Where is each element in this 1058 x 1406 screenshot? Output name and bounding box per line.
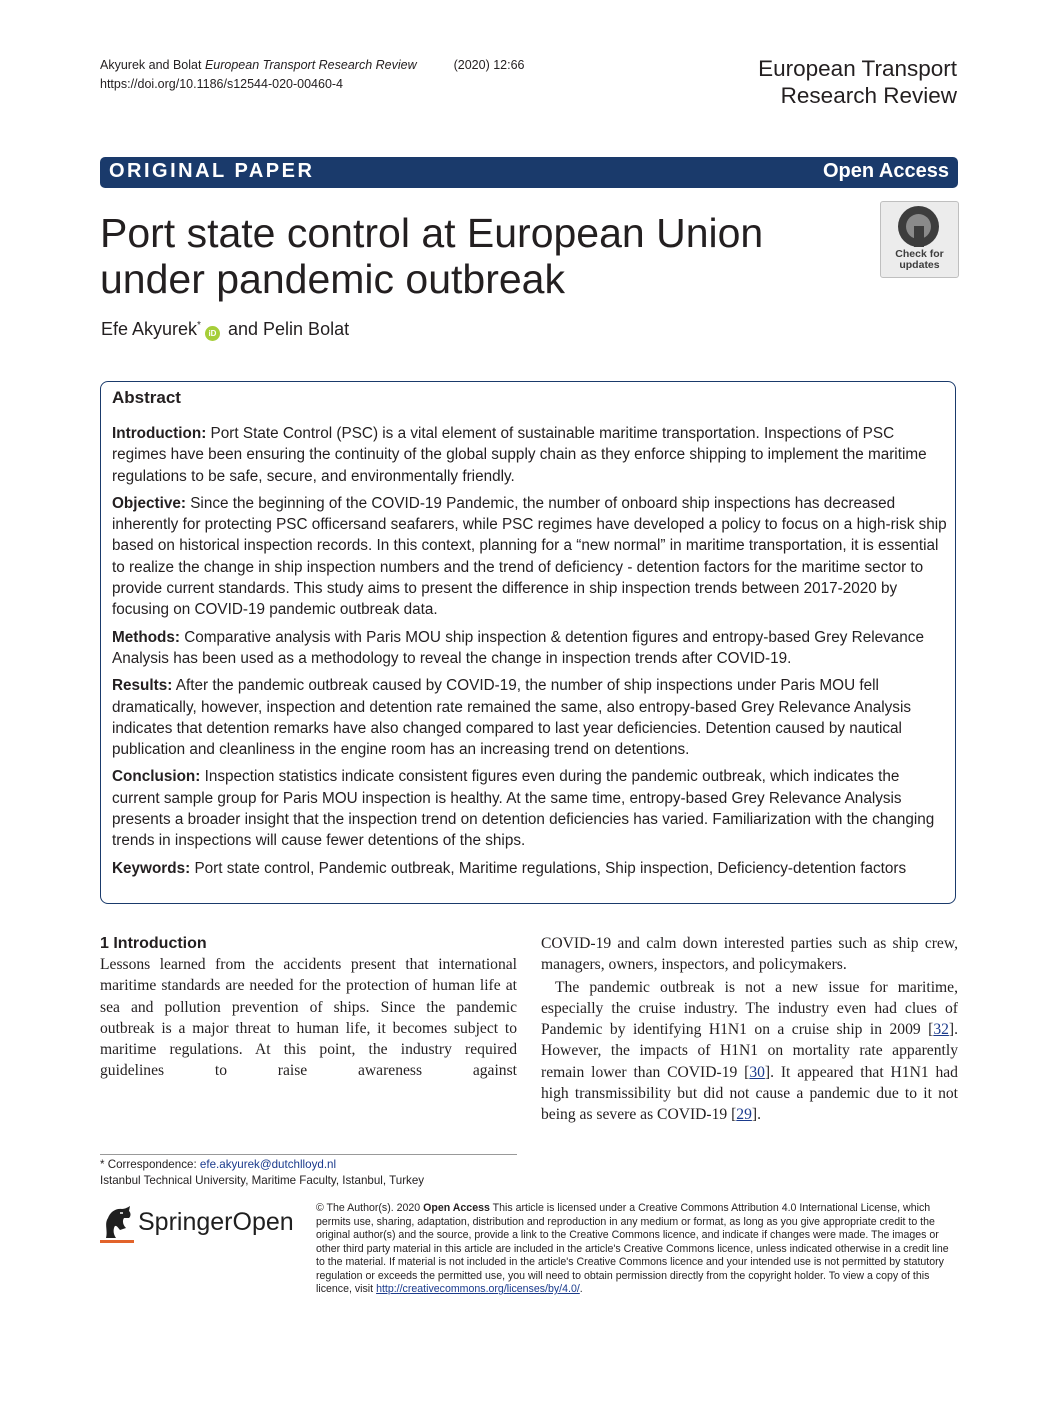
journal-name-line1: European Transport bbox=[758, 56, 957, 81]
correspondence-email[interactable]: efe.akyurek@dutchlloyd.nl bbox=[199, 1158, 337, 1171]
springer-open-wordmark: SpringerOpen bbox=[138, 1208, 294, 1236]
body-paragraph: COVID-19 and calm down interested parties such as ship crew, managers, owners, inspectors, and policymakers. bbox=[541, 935, 958, 974]
open-access-label: Open Access bbox=[823, 160, 949, 182]
running-header bbox=[100, 55, 524, 75]
author-and: and bbox=[227, 319, 259, 339]
abstract-heading: Abstract bbox=[112, 388, 181, 407]
check-updates-line2: updates bbox=[899, 259, 940, 271]
abstract-conclusion: Conclusion: Inspection statistics indicate consistent figures even during the pandemic outbreak, which indicates the current sample group for Paris MOU inspection is healthy. At the same time, entropy-based Grey Relevance Analysis presents a broader insight that the inspection trend on detention deficiencies has varied. Familiarization with the changing trends in inspections will cause fewer detentions of the ships. bbox=[112, 768, 935, 850]
journal-name-line2: Research Review bbox=[780, 83, 957, 108]
article-type-banner bbox=[100, 157, 958, 188]
license-notice: © The Author(s). 2020 Open Access This article is licensed under a Creative Commons Attribution 4.0 International License, which permits use, sharing, adaptation, distribution and reproduction in any medium or format, as long as you give appropriate credit to the original author(s) and the source, provide a link to the Creative Commons licence, and indicate if changes were made. The images or other third party material in this article are included in the article's Creative Commons licence, unless indicated otherwise in a credit line to the material. If material is not included in the article's Creative Commons licence and your intended use is not permitted by statutory regulation or exceeds the permitted use, you will need to obtain permission directly from the copyright holder. To view a copy of this licence, visit http://creativecommons.org/licenses/by/4.0/. bbox=[316, 1202, 949, 1295]
correspondence-label: * Correspondence: bbox=[100, 1158, 200, 1171]
license-url[interactable]: http://creativecommons.org/licenses/by/4.0/ bbox=[376, 1283, 580, 1295]
body-paragraph: Lessons learned from the accidents present that international maritime standards are needed for the protection of human life at sea and pollution prevention of ships. Since the pandemic outbreak is a major threat to human life, it becomes subject to maritime regulations. At this point, the industry required guidelines to raise awareness against bbox=[100, 956, 517, 1080]
section-heading: 1 Introduction bbox=[100, 935, 207, 952]
journal-name bbox=[758, 55, 957, 109]
springer-open-logo bbox=[100, 1202, 300, 1244]
header-authors: Akyurek and Bolat bbox=[100, 58, 202, 72]
abstract-box bbox=[100, 381, 956, 904]
left-column bbox=[100, 933, 517, 1082]
springer-horse-icon bbox=[100, 1204, 134, 1242]
abstract-keywords: Keywords: Port state control, Pandemic outbreak, Maritime regulations, Ship inspection, Deficiency-detention factors bbox=[112, 859, 907, 877]
article-title: Port state control at European Union under pandemic outbreak bbox=[100, 210, 764, 302]
right-column bbox=[541, 933, 958, 1126]
abstract-results: Results: After the pandemic outbreak caused by COVID-19, the number of ship inspections under Paris MOU fell dramatically, however, inspection and detention rate remained the same, also entropy-based Grey Relevance Analysis indicates that detention remarks have also changed compared to last year deficiencies. Detention caused by nautical publication and cleanliness in the engine room has an increasing trend on detentions. bbox=[112, 677, 911, 759]
check-for-updates-badge[interactable] bbox=[880, 201, 959, 278]
article-type-label: ORIGINAL PAPER bbox=[109, 160, 315, 182]
abstract-objective: Objective: Since the beginning of the COVID-19 Pandemic, the number of onboard ship inspections has decreased inherently for protecting PSC officersand seafarers, while PSC regimes have developed a policy to focus on a high-risk ship based on historical inspection records. In this context, planning for a “new normal” in maritime transportation, it is essential to realize the change in ship inspection numbers and the trend of deficiency - detention factors for the maritime sector to provide current standards. This study aims to present the difference in ship inspection trends between 2017-2020 by focusing on COVID-19 pandemic outbreak data. bbox=[112, 494, 947, 619]
author-name: Efe Akyurek bbox=[101, 319, 198, 339]
abstract-methods: Methods: Comparative analysis with Paris MOU ship inspection & detention figures and entropy-based Grey Relevance Analysis has been used as a methodology to reveal the change in inspection trends after COVID-19. bbox=[112, 628, 924, 667]
check-updates-line1: Check for bbox=[895, 248, 944, 260]
corresponding-mark: * bbox=[197, 320, 201, 331]
body-paragraph: The pandemic outbreak is not a new issue for maritime, especially the cruise industry. The industry even had clues of Pandemic by identifying H1N1 on a cruise ship in 2009 [32]. However, the impacts of H1N1 on mortality rate apparently remain lower than COVID-19 [30]. It appeared that H1N1 had high transmissibility but did not cause a pandemic due to it not being as severe as COVID-19 [29]. bbox=[541, 978, 958, 1124]
footnote-divider bbox=[100, 1154, 517, 1155]
header-journal: European Transport Research Review bbox=[204, 58, 417, 72]
logo-underline bbox=[100, 1240, 134, 1243]
footnote bbox=[100, 1157, 424, 1189]
citation-link[interactable]: 32 bbox=[933, 1021, 949, 1039]
author-name: Pelin Bolat bbox=[263, 319, 350, 339]
author-list bbox=[101, 319, 349, 341]
citation-link[interactable]: 29 bbox=[736, 1106, 752, 1124]
check-updates-icon bbox=[898, 206, 939, 247]
abstract-introduction: Introduction: Port State Control (PSC) is a vital element of sustainable maritime transportation. Inspections of PSC regimes have been ensuring the continuity of the global supply chain as they enforce shipping to implement the maritime regulations to be safe, secure, and environmentally friendly. bbox=[112, 425, 927, 485]
header-volume: (2020) 12:66 bbox=[453, 58, 525, 72]
doi-link[interactable]: https://doi.org/10.1186/s12544-020-00460-4 bbox=[100, 77, 344, 91]
citation-link[interactable]: 30 bbox=[749, 1063, 765, 1081]
orcid-icon[interactable]: iD bbox=[205, 326, 220, 341]
abstract-body bbox=[112, 423, 947, 885]
affiliation: Istanbul Technical University, Maritime Faculty, Istanbul, Turkey bbox=[100, 1174, 425, 1187]
